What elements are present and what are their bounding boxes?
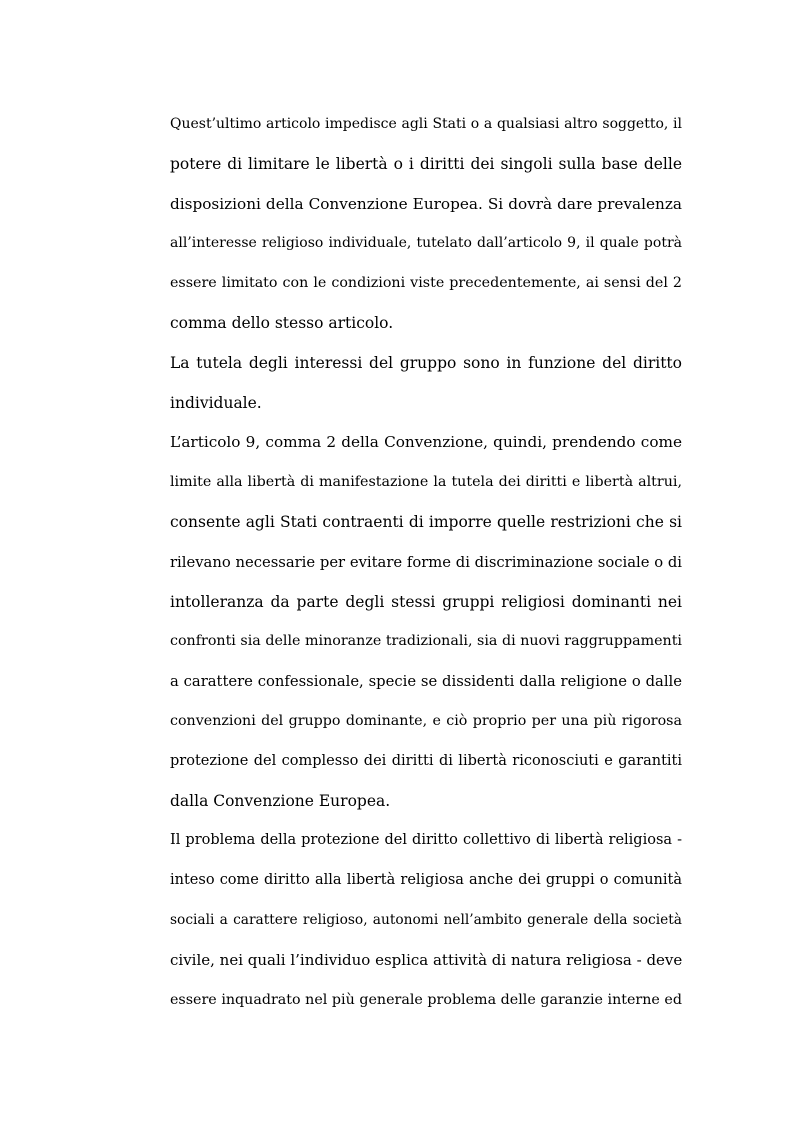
- text-line: convenzioni del gruppo dominante, e ciò proprio per una più rigorosa: [170, 712, 682, 729]
- text-line: sociali a carattere religioso, autonomi nell’ambito generale della società: [170, 911, 682, 928]
- body-text: [170, 105, 682, 1020]
- text-line: comma dello stesso articolo.: [170, 313, 394, 332]
- text-line: rilevano necessarie per evitare forme di discriminazione sociale o di: [170, 553, 682, 571]
- text-line: intolleranza da parte degli stessi gruppi religiosi dominanti nei: [170, 592, 682, 611]
- text-line: limite alla libertà di manifestazione la tutela dei diritti e libertà altrui,: [170, 474, 682, 491]
- text-line: a carattere confessionale, specie se dissidenti dalla religione o dalle: [170, 673, 682, 691]
- text-line: L’articolo 9, comma 2 della Convenzione, quindi, prendendo come: [170, 433, 682, 452]
- text-line: dalla Convenzione Europea.: [170, 791, 391, 810]
- text-line: confronti sia delle minoranze tradizionali, sia di nuovi raggruppamenti: [170, 633, 682, 650]
- text-line: Il problema della protezione del diritto collettivo di libertà religiosa -: [170, 832, 682, 849]
- text-line: civile, nei quali l’individuo esplica attività di natura religiosa - deve: [170, 950, 683, 969]
- text-line: essere inquadrato nel più generale problema delle garanzie interne ed: [170, 991, 682, 1008]
- text-line: La tutela degli interessi del gruppo sono in funzione del diritto: [170, 353, 682, 372]
- text-line: protezione del complesso dei diritti di libertà riconosciuti e garantiti: [170, 752, 682, 769]
- text-line: individuale.: [170, 393, 262, 412]
- text-line: essere limitato con le condizioni viste precedentemente, ai sensi del 2: [170, 275, 682, 292]
- text-line: consente agli Stati contraenti di imporre quelle restrizioni che si: [170, 512, 682, 531]
- text-line: inteso come diritto alla libertà religiosa anche dei gruppi o comunità: [170, 872, 682, 889]
- text-line: Quest’ultimo articolo impedisce agli Stati o a qualsiasi altro soggetto, il: [170, 116, 682, 132]
- text-line: potere di limitare le libertà o i diritti dei singoli sulla base delle: [170, 154, 682, 173]
- text-line: disposizioni della Convenzione Europea. Si dovrà dare prevalenza: [170, 194, 682, 213]
- text-line: all’interesse religioso individuale, tutelato dall’articolo 9, il quale potrà: [170, 235, 682, 252]
